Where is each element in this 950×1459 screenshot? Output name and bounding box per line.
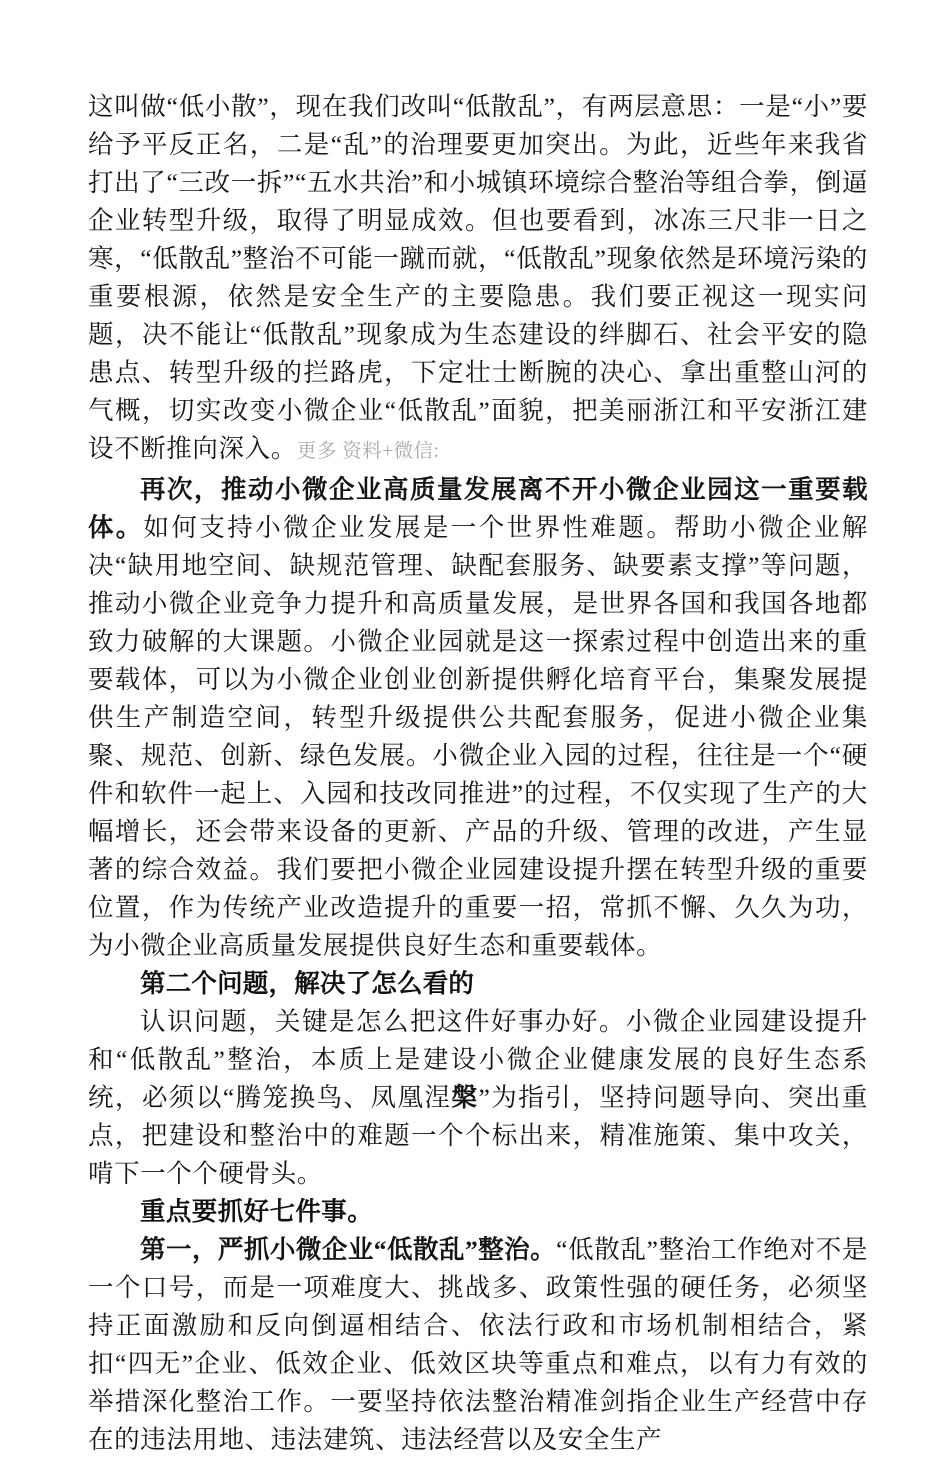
- paragraph-1-text: 这叫做“低小散”，现在我们改叫“低散乱”，有两层意思：一是“小”要给予平反正名，二是“乱”的治理要更加突出。为此，近些年来我省打出了“三改一拆”“五水共治”和小城镇环境综合整治等组合拳，倒逼企业转型升级，取得了明显成效。但也要看到，冰冻三尺非一日之寒，“低散乱”整治不可能一蹴而就，“低散乱”现象依然是环境污染的重要根源，依然是安全生产的主要隐患。我们要正视这一现实问题，决不能让“低散乱”现象成为生态建设的绊脚石、社会平安的隐患点、转型升级的拦路虎，下定壮士断腕的决心、拿出重整山河的气概，切实改变小微企业“低散乱”面貌，把美丽浙江和平安浙江建设不断推向深入。: [88, 92, 868, 463]
- paragraph-3: [88, 1003, 868, 1193]
- paragraph-3-text-after: ”为指引，坚持问题导向、突出重点，把建设和整治中的难题一个个标出来，精准施策、集中攻关，啃下一个个硬骨头。: [88, 1083, 868, 1188]
- document-body: [88, 88, 868, 1459]
- paragraph-1: [88, 88, 868, 471]
- heading-second-question: 第二个问题，解决了怎么看的: [140, 970, 475, 998]
- heading-seven-tasks: 重点要抓好七件事。: [140, 1197, 374, 1226]
- paragraph-2: [88, 471, 868, 965]
- watermark-text: 更多 资料+微信:: [296, 441, 440, 462]
- paragraph-4-lead: 第一，严抓小微企业“低散乱”整治。: [140, 1235, 557, 1264]
- paragraph-2-lead: 再次，推动小微企业高质量发展离不开小微企业园这一重要载体。: [88, 475, 868, 542]
- paragraph-3-text-before: 认识问题，关键是怎么把这件好事办好。小微企业园建设提升和“低散乱”整治，本质上是建设小微企业健康发展的良好生态系统，必须以“腾笼换鸟、凤凰涅: [88, 1007, 868, 1112]
- paragraph-3-alt-glyph: 槃: [451, 1084, 479, 1112]
- paragraph-4: [88, 1231, 868, 1459]
- paragraph-2-text: 如何支持小微企业发展是一个世界性难题。帮助小微企业解决“缺用地空间、缺规范管理、缺配套服务、缺要素支撑”等问题，推动小微企业竞争力提升和高质量发展，是世界各国和我国各地都致力破解的大课题。小微企业园就是这一探索过程中创造出来的重要载体，可以为小微企业创业创新提供孵化培育平台，集聚发展提供生产制造空间，转型升级提供公共配套服务，促进小微企业集聚、规范、创新、绿色发展。小微企业入园的过程，往往是一个“硬件和软件一起上、入园和技改同推进”的过程，不仅实现了生产的大幅增长，还会带来设备的更新、产品的升级、管理的改进，产生显著的综合效益。我们要把小微企业园建设提升摆在转型升级的重要位置，作为传统产业改造提升的重要一招，常抓不懈、久久为功，为小微企业高质量发展提供良好生态和重要载体。: [88, 513, 868, 960]
- paragraph-4-text: “低散乱”整治工作绝对不是一个口号，而是一项难度大、挑战多、政策性强的硬任务，必须坚持正面激励和反向倒逼相结合、依法行政和市场机制相结合，紧扣“四无”企业、低效企业、低效区块等重点和难点，以有力有效的举措深化整治工作。一要坚持依法整治精准剑指企业生产经营中存在的违法用地、违法建筑、违法经营以及安全生产: [88, 1235, 868, 1454]
